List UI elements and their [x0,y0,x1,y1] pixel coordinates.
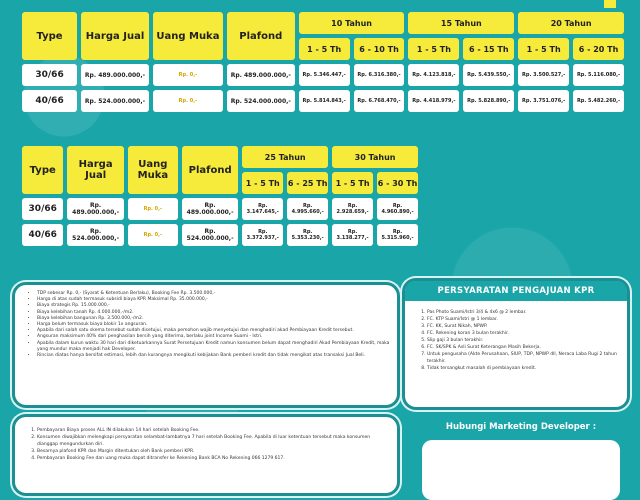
contact-panel [410,414,632,490]
list-item: • Rincian diatas hanya bersifat estimasi, lebih dan kurangnya mengikuti kebijakan Bank pemberi kredit dan tidak mengikat atas transaksi Jual Beli. [37,353,391,359]
cell-dp: Rp. 0,- [128,224,178,246]
list-item: • Apabila dari salah satu skema tersebut sudah disetujui, maka pemohon wajib menyetujui dan menghadiri akad Pembiayaan Kredit tersebut. [37,328,391,334]
header-sub: 6 - 15 Th [463,38,514,60]
cell-dp: Rp. 0,- [153,64,223,86]
payment-terms-list [15,427,397,462]
list-item: 8. Tidak tersangkut masalah di pembiayaan kredit. [427,365,621,372]
header-harga-jual: Harga Jual [67,146,123,194]
table-row [22,64,624,86]
cell-installment: Rp. 4.123.818,- [408,64,459,86]
cell-installment: Rp. 3.751.076,- [518,90,569,112]
yellow-corner-accent [604,0,616,8]
cell-installment: Rp. 2.928.659,- [332,198,373,220]
cell-installment: Rp. 4.995.660,- [287,198,328,220]
notes-panel [12,282,400,408]
requirements-panel [402,278,630,410]
cell-installment: Rp. 5.315.960,- [377,224,418,246]
list-item: • Biaya strategis Rp. 15.000.000,- [37,303,391,309]
cell-type: 30/66 [22,64,77,86]
cell-harga: Rp. 524.000.000,- [81,90,149,112]
price-table-10-20-years [18,8,628,116]
list-item: • Apabila dalam kurun waktu 30 hari dari diketuarkannya Surat Persetujuan Kredit namun konsumen belum dapat menghadiri Akad Pembiayaan Kredit, maka yang mundur maka menjadi hak Developer. [37,341,391,353]
cell-installment: Rp. 3.147.645,- [242,198,283,220]
list-item: 2. Konsumen diwajibkan melengkapi persyaratan selambat-lambatnya 7 hari setelah Booking Fee. Apabila di luar ketentuan tersebut maka konsumen dianggap mengundurkan diri. [37,434,391,448]
requirements-list [405,309,627,372]
cell-installment: Rp. 5.482.260,- [573,90,624,112]
cell-harga: Rp. 489.000.000,- [81,64,149,86]
cell-installment: Rp. 3.372.937,- [242,224,283,246]
cell-installment: Rp. 3.138.277,- [332,224,373,246]
cell-type: 30/66 [22,198,63,220]
top-strip [0,0,640,8]
header-plafond: Plafond [182,146,238,194]
cell-plafond: Rp. 489.000.000,- [227,64,295,86]
cell-installment: Rp. 4.418.979,- [408,90,459,112]
list-item: 1. Pas Photo Suami/Istri 3/4 & 4x6 @ 2 lembar. [427,309,621,316]
cell-harga: Rp. 489.000.000,- [67,198,123,220]
header-sub: 1 - 5 Th [408,38,459,60]
header-group-15-tahun: 15 Tahun [408,12,514,34]
cell-plafond: Rp. 524.000.000,- [227,90,295,112]
payment-terms-panel [12,414,400,496]
cell-installment: Rp. 5.814.843,- [299,90,350,112]
contact-box [422,440,620,500]
header-plafond: Plafond [227,12,295,60]
header-sub: 6 - 25 Th [287,172,328,194]
cell-dp: Rp. 0,- [153,90,223,112]
contact-title: Hubungi Marketing Developer : [445,422,597,432]
header-group-10-tahun: 10 Tahun [299,12,405,34]
list-item: 4. Pembayaran Booking Fee dan uang muka dapat ditransfer ke Rekening Bank BCA No Rekening 066 1279 617. [37,455,391,462]
cell-installment: Rp. 4.960.890,- [377,198,418,220]
list-item: • Harga di atas sudah termasuk subsidi biaya KPR Maksimal Rp. 35.000.000,- [37,297,391,303]
list-item: 4. FC. Rekening koran 3 bulan terakhir. [427,330,621,337]
cell-harga: Rp. 524.000.000,- [67,224,123,246]
cell-installment: Rp. 6.316.380,- [354,64,405,86]
price-table-25-30-years [18,142,422,250]
header-sub: 6 - 20 Th [573,38,624,60]
header-uang-muka: Uang Muka [128,146,178,194]
header-type: Type [22,146,63,194]
list-item: 5. Slip gaji 3 bulan terakhir. [427,337,621,344]
requirements-title: PERSYARATAN PENGAJUAN KPR [405,281,627,301]
header-uang-muka: Uang Muka [153,12,223,60]
table-row [22,224,418,246]
header-sub: 1 - 5 Th [242,172,283,194]
header-sub: 6 - 30 Th [377,172,418,194]
header-sub: 1 - 5 Th [518,38,569,60]
list-item: • Angsuran maksimum 40% dari penghasilan bersih yang diterima, berlaku joint Income Suami - Istri. [37,334,391,340]
header-sub: 1 - 5 Th [332,172,373,194]
list-item: 7. Untuk pengusaha (Akte Perusahaan, SIUP, TDP, NPWP dll, Neraca Laba Rugi 2 tahun terakhir. [427,351,621,365]
notes-list [15,291,397,359]
cell-installment: Rp. 3.500.527,- [518,64,569,86]
cell-plafond: Rp. 489.000.000,- [182,198,238,220]
cell-installment: Rp. 5.116.080,- [573,64,624,86]
list-item: • Harga belum termasuk biaya blokir 1x angsuran. [37,322,391,328]
header-type: Type [22,12,77,60]
list-item: • TDP sebesar Rp. 0,- (Syarat & Ketentuan Berlaku), Booking Fee Rp. 3.500.000,- [37,291,391,297]
cell-installment: Rp. 5.346.447,- [299,64,350,86]
list-item: 1. Pembayaran Biaya proses ALL IN dilakukan 14 hari setelah Booking Fee. [37,427,391,434]
list-item: 3. FC. KK, Surat Nikah, NPWP. [427,323,621,330]
list-item: 3. Besarnya plafond KPR dan Margin ditentukan oleh Bank pemberi KPR. [37,448,391,455]
header-sub: 6 - 10 Th [354,38,405,60]
list-item: • Biaya kelebihan bangunan Rp. 3.500.000,-/m2. [37,316,391,322]
list-item: 2. FC. KTP Suami/Istri @ 1 lembar. [427,316,621,323]
list-item: • Biaya kelebihan tanah Rp. 4.000.000,-/m2. [37,310,391,316]
cell-plafond: Rp. 524.000.000,- [182,224,238,246]
header-group-20-tahun: 20 Tahun [518,12,624,34]
cell-installment: Rp. 5.828.890,- [463,90,514,112]
table-row [22,90,624,112]
list-item: 6. FC. SK/SPK & Asli Surat Keterangan Masih Bekerja. [427,344,621,351]
header-harga-jual: Harga Jual [81,12,149,60]
cell-installment: Rp. 6.768.470,- [354,90,405,112]
header-group-30-tahun: 30 Tahun [332,146,418,168]
cell-installment: Rp. 5.353.230,- [287,224,328,246]
header-sub: 1 - 5 Th [299,38,350,60]
cell-dp: Rp. 0,- [128,198,178,220]
table-row [22,198,418,220]
cell-type: 40/66 [22,224,63,246]
header-group-25-tahun: 25 Tahun [242,146,328,168]
cell-installment: Rp. 5.439.550,- [463,64,514,86]
cell-type: 40/66 [22,90,77,112]
